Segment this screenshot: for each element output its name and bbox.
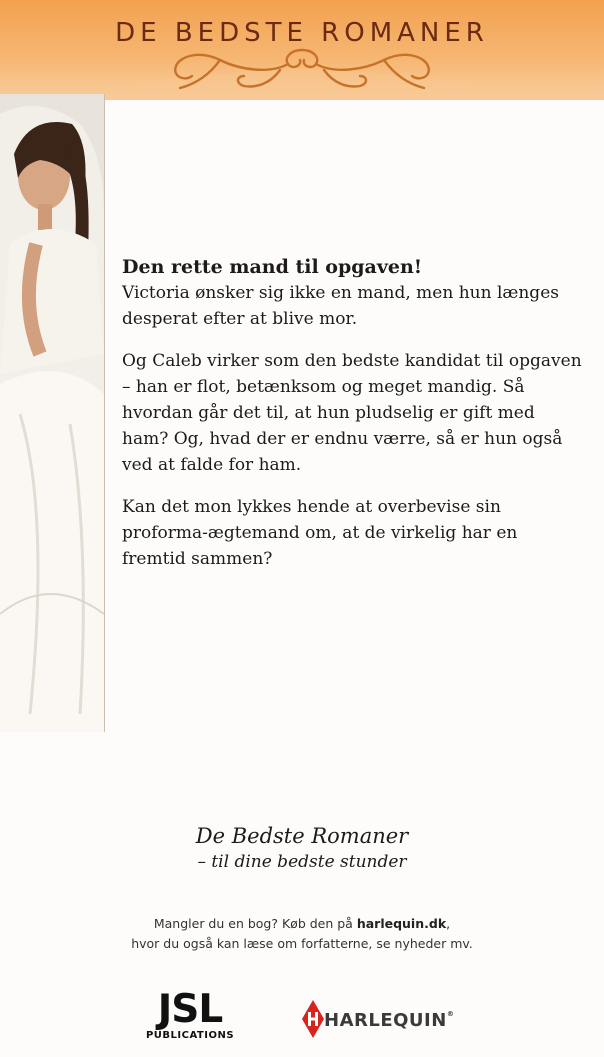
blurb-paragraph: Victoria ønsker sig ikke en mand, men hun længes desperat efter at blive mor. (122, 283, 559, 329)
promo-text (0, 914, 604, 954)
bride-illustration (0, 94, 104, 732)
slogan-subtitle: – til dine bedste stunder (197, 852, 407, 872)
jsl-logo-main: JSL (157, 987, 223, 1032)
harlequin-tm: ® (446, 1010, 455, 1018)
harlequin-logo (302, 1000, 462, 1040)
promo-link[interactable]: harlequin.dk (356, 916, 447, 931)
promo-text-pre: Mangler du en bog? Køb den på (153, 916, 357, 931)
slogan-title: De Bedste Romaner (195, 824, 409, 848)
cover-photo (0, 94, 105, 732)
harlequin-diamond-icon (302, 1000, 324, 1038)
jsl-publications-logo (140, 987, 240, 1041)
ornament-flourish-icon (160, 44, 444, 98)
harlequin-word-text: HARLEQUIN (324, 1010, 447, 1031)
promo-line-1 (0, 914, 604, 934)
jsl-logo-sub: PUBLICATIONS (145, 1030, 235, 1041)
series-title: DE BEDSTE ROMANER (115, 18, 489, 48)
blurb-paragraph: Kan det mon lykkes hende at overbevise sin proforma-ægtemand om, at de virkelig har en fremtid sammen? (122, 497, 518, 569)
blurb (122, 254, 582, 588)
blurb-paragraph: Og Caleb virker som den bedste kandidat til opgaven – han er flot, betænksom og meget mandig. Så hvordan går det til, at hun pludselig er gift med ham? Og, hvad der er endnu værre, så er hun også ved at falde for ham. (122, 351, 582, 475)
blurb-headline: Den rette mand til opgaven! (122, 256, 423, 278)
promo-line-2: hvor du også kan læse om forfatterne, se nyheder mv. (131, 936, 473, 951)
harlequin-logo-word (324, 1010, 454, 1031)
series-slogan (0, 822, 604, 874)
promo-text-post: , (446, 916, 451, 931)
